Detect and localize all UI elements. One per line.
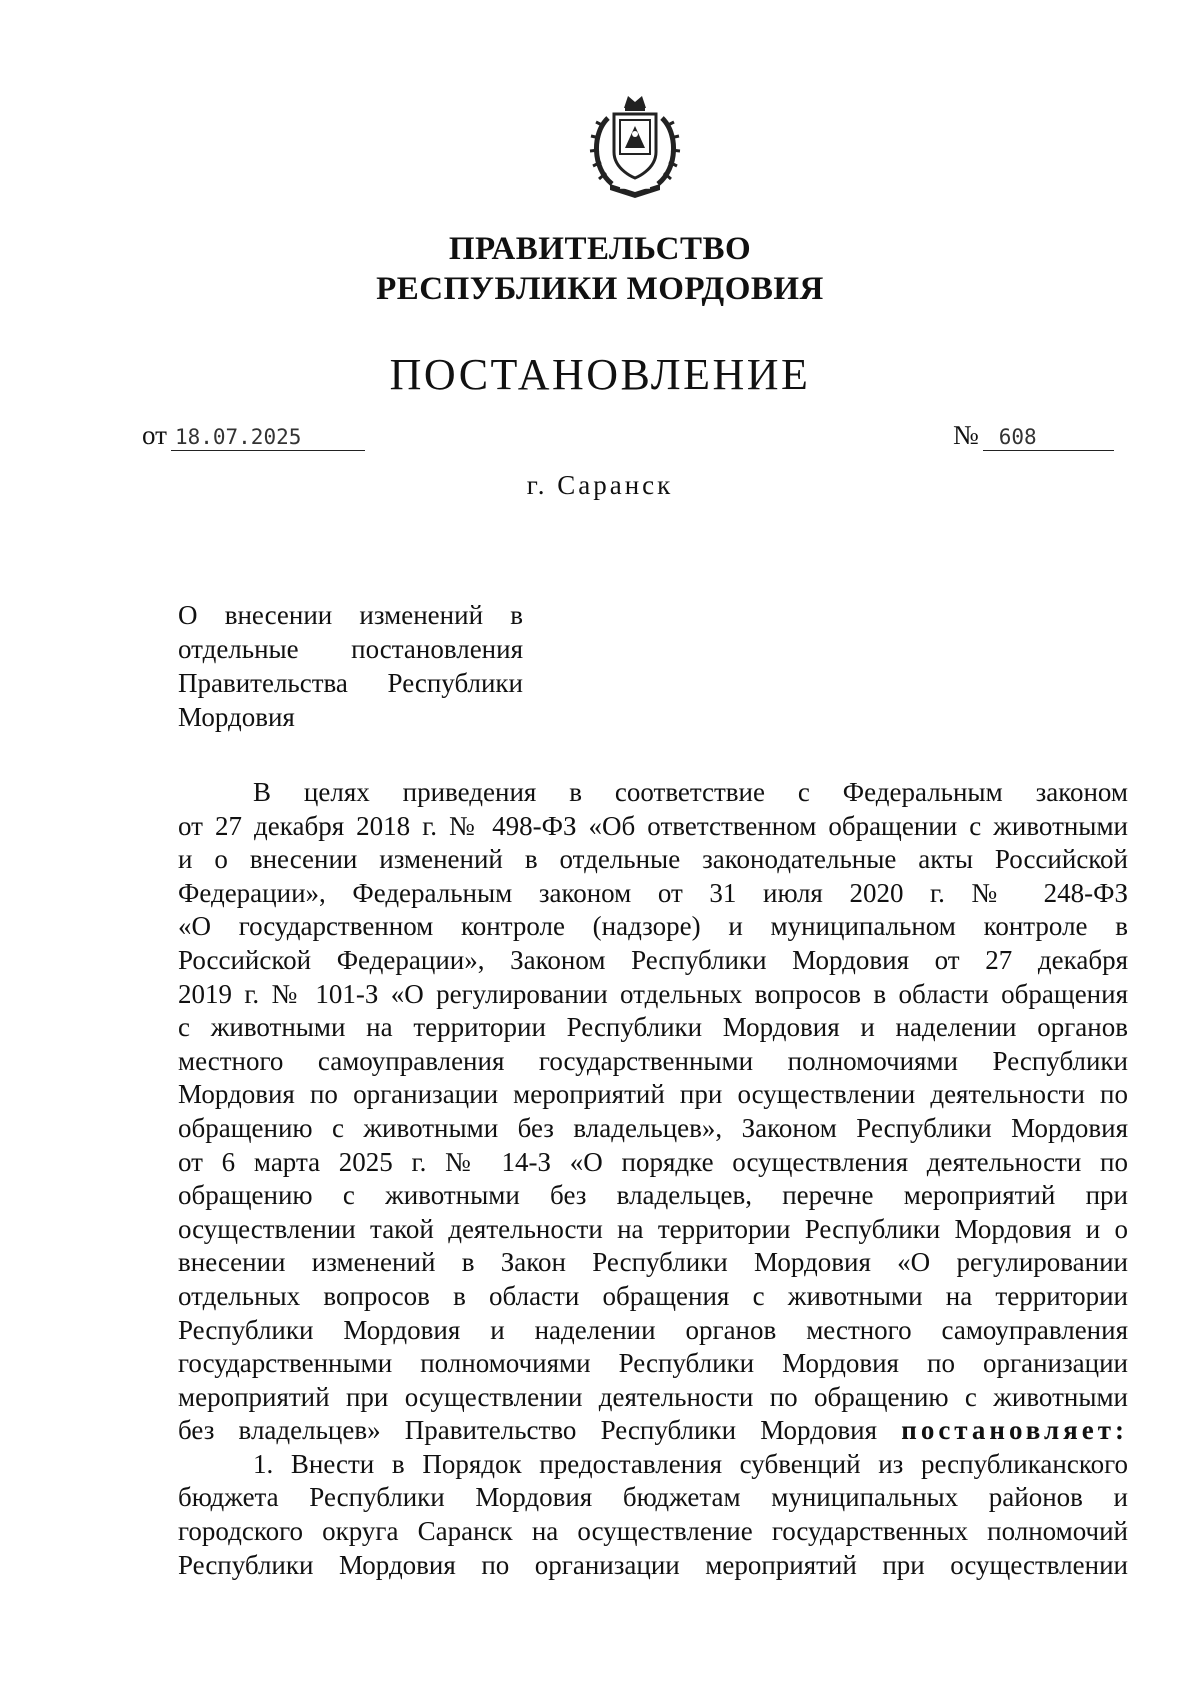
body-line: обращению с животными без владельцев», Законом Республики Мордовия [178, 1112, 1128, 1143]
document-subject [178, 598, 523, 734]
body-line: Республики Мордовия и наделении органов местного самоуправления [178, 1314, 1128, 1345]
government-title-line2: РЕСПУБЛИКИ МОРДОВИЯ [376, 271, 824, 307]
body-line: «О государственном контроле (надзоре) и муниципальном контроле в [178, 911, 1128, 942]
subject-line: отдельные постановления [178, 634, 523, 664]
body-line: государственными полномочиями Республики Мордовия по организации [178, 1348, 1128, 1379]
body-line: Федерации», Федеральным законом от 31 июля 2020 г. № 248-ФЗ [178, 877, 1128, 908]
body-line: осуществлении такой деятельности на территории Республики Мордовия и о [178, 1213, 1128, 1244]
document-date: 18.07.2025 [171, 425, 365, 451]
body-line: Мордовия по организации мероприятий при осуществлении деятельности по [178, 1079, 1128, 1110]
decree-line [178, 1414, 1128, 1448]
document-body [178, 776, 1128, 1582]
mordovia-coat-of-arms-icon [580, 88, 690, 203]
subject-line: Правительства Республики [178, 668, 523, 698]
item1-line: бюджета Республики Мордовия бюджетам муниципальных районов и [178, 1482, 1128, 1513]
date-field [142, 420, 365, 454]
body-line: местного самоуправления государственными полномочиями Республики [178, 1045, 1128, 1076]
body-line: от 6 марта 2025 г. № 14-З «О порядке осуществления деятельности по [178, 1146, 1128, 1177]
document-number: 608 [983, 425, 1114, 451]
body-line: В целях приведения в соответствие с Федеральным законом [253, 777, 1128, 807]
subject-line: Мордовия [178, 702, 295, 732]
city-label: г. Саранск [526, 470, 674, 500]
body-line: отдельных вопросов в области обращения с животными на территории [178, 1280, 1128, 1311]
body-line: 2019 г. № 101-З «О регулировании отдельных вопросов в области обращения [178, 978, 1128, 1009]
government-title-line1: ПРАВИТЕЛЬСТВО [448, 231, 752, 267]
body-line: внесении изменений в Закон Республики Мордовия «О регулировании [178, 1247, 1128, 1278]
decree-line-text: без владельцев» Правительство Республики Мордовия [178, 1415, 878, 1446]
document-type-title: ПОСТАНОВЛЕНИЕ [389, 350, 811, 399]
number-prefix: № [953, 420, 979, 450]
item1-line: 1. Внести в Порядок предоставления субвенций из республиканского [253, 1448, 1128, 1479]
body-line: мероприятий при осуществлении деятельности по обращению с животными [178, 1381, 1128, 1412]
decree-word: постановляет: [901, 1415, 1129, 1446]
item1-line: городского округа Саранск на осуществление государственных полномочий [178, 1516, 1128, 1547]
number-field [953, 420, 1114, 454]
date-prefix: от [142, 420, 167, 450]
body-line: и о внесении изменений в отдельные законодательные акты Российской [178, 844, 1128, 875]
body-line: с животными на территории Республики Мордовия и наделении органов [178, 1012, 1128, 1043]
subject-line: О внесении изменений в [178, 600, 523, 630]
body-line: обращению с животными без владельцев, перечне мероприятий при [178, 1180, 1128, 1211]
body-line: Российской Федерации», Законом Республики Мордовия от 27 декабря [178, 944, 1128, 975]
body-line: от 27 декабря 2018 г. № 498-ФЗ «Об ответственном обращении с животными [178, 810, 1128, 841]
item1-line: Республики Мордовия по организации мероприятий при осуществлении [178, 1549, 1128, 1580]
